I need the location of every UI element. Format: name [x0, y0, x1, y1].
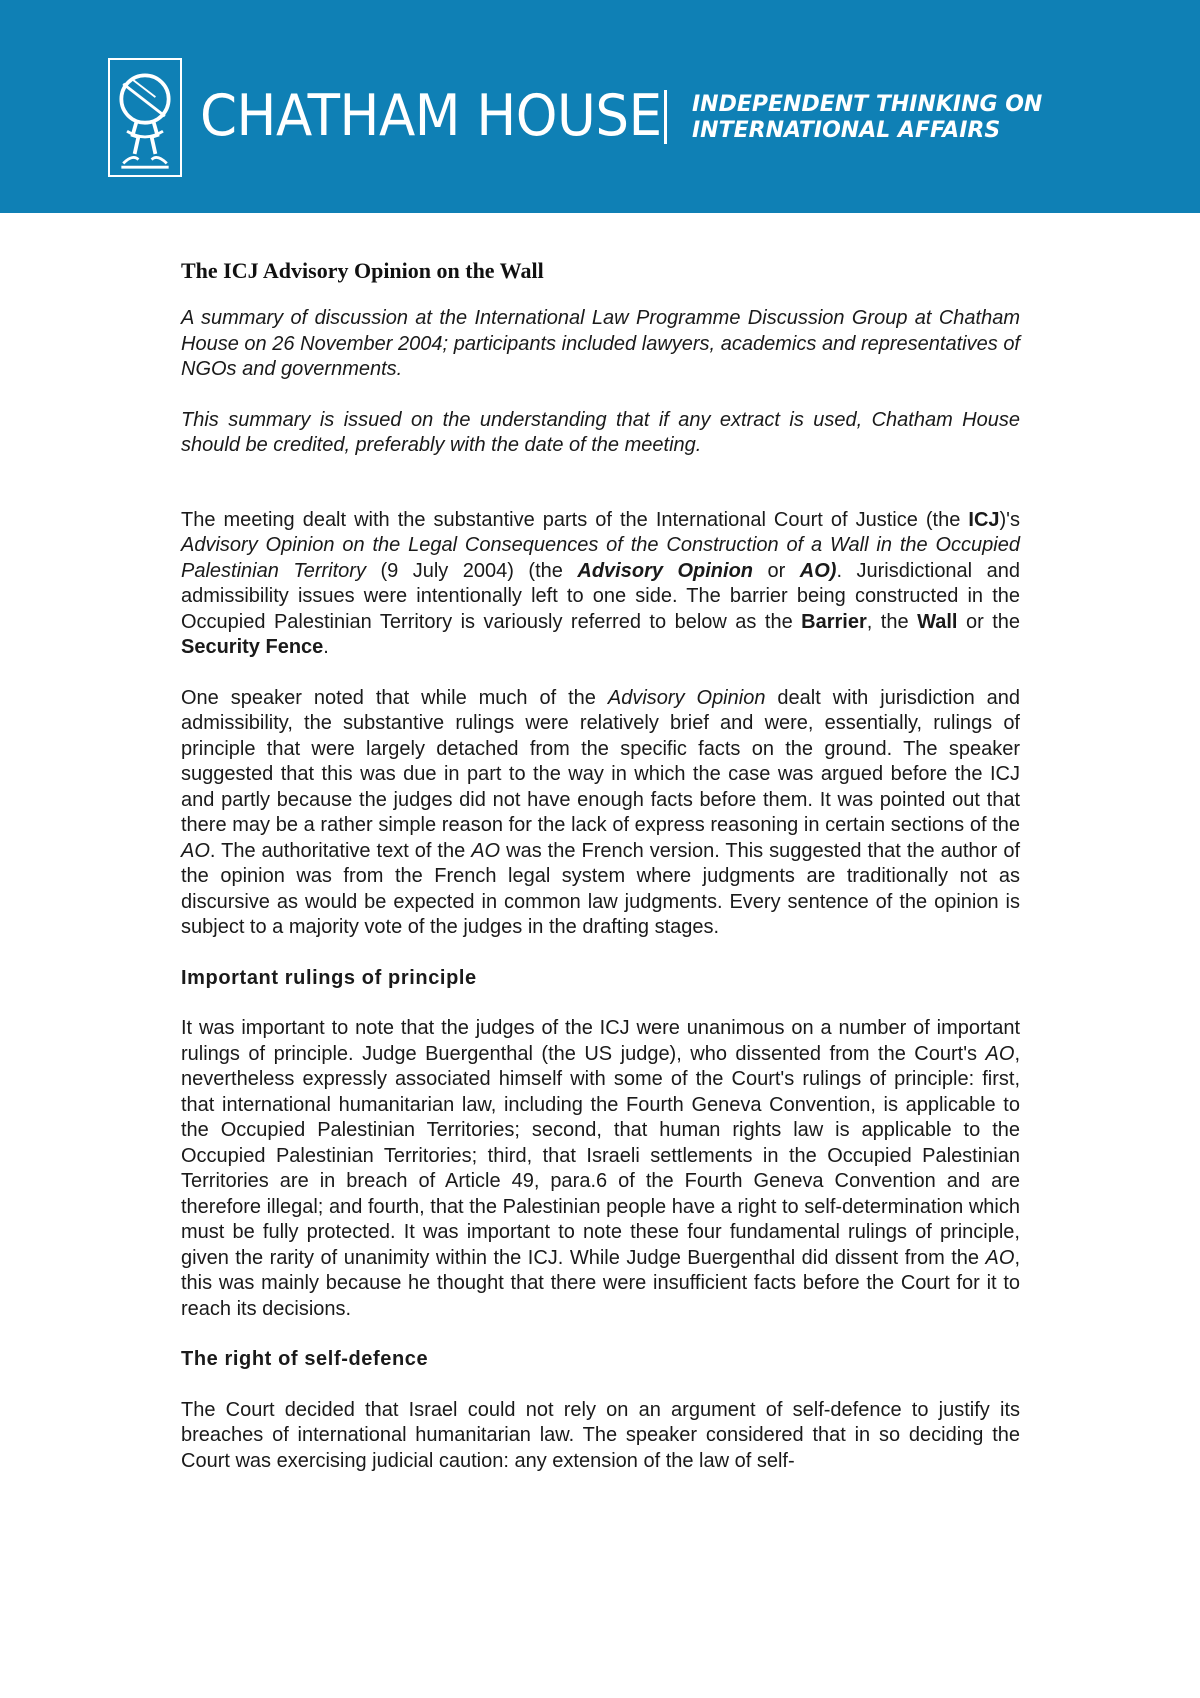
defined-term-security-fence: Security Fence [181, 636, 324, 658]
text-run: or the [957, 610, 1020, 633]
defined-term-wall: Wall [917, 610, 958, 633]
italic-term: AO [471, 839, 501, 862]
text-run: dealt with jurisdiction and admissibility, the substantive rulings were relatively brief and were, essentially, rulings of principle that were largely detached from the specific facts on the ground. The speaker suggested that this was due in part to the way in which the case was argued before the ICJ and partly because the judges did not have enough facts before them. It was pointed out that there may be a rather simple reason for the lack of express reasoning in certain sections of the [181, 686, 1021, 836]
tagline [692, 92, 1042, 144]
text-run: )'s [999, 508, 1020, 531]
text-run: . Jurisdictional and admissibility issues were intentionally left to one side. The barrier being constructed in the Occupied Palestinian Territory is variously referred to below as the [181, 559, 1020, 633]
paragraph-meeting-scope [181, 508, 1020, 661]
text-run: . [323, 636, 329, 658]
intro-summary: A summary of discussion at the International Law Programme Discussion Group at Chatham House on 26 November 2004; participants included lawyers, academics and representatives of NGOs and governments. [181, 307, 1020, 380]
spacer [181, 484, 1020, 508]
paragraph-rulings-of-principle [181, 1016, 1020, 1322]
defined-term-icj: ICJ [968, 508, 1000, 531]
chatham-house-logo [108, 58, 182, 177]
text-run: It was important to note that the judges of the ICJ were unanimous on a number of important rulings of principle. Judge Buergenthal (the US judge), who dissented from the Court's [181, 1017, 1020, 1065]
defined-term-barrier: Barrier [801, 610, 867, 633]
defined-term-ao: AO) [799, 559, 837, 582]
opinion-full-title: Advisory Opinion on the Legal Consequences of the Construction of a Wall in the Occupied Palestinian Territory [181, 534, 1020, 582]
paragraph-speaker-notes [181, 686, 1020, 941]
brand-name: CHATHAM HOUSE [200, 83, 662, 149]
text-run: , this was mainly because he thought that there were insufficient facts before the Court for it to reach its decisions. [181, 1246, 1020, 1320]
text-run: . The authoritative text of the [209, 839, 472, 862]
header-divider [664, 90, 667, 144]
italic-term: AO [985, 1246, 1015, 1269]
text-run: , nevertheless expressly associated himself with some of the Court's rulings of principle: first, that international humanitarian law, including the Fourth Geneva Convention, is applicable to the Occupied Palestinian Territories; second, that human rights law is applicable to the Occupied Palestinian Territories; third, that Israeli settlements in the Occupied Palestinian Territories are in breach of Article 49, para.6 of the Fourth Geneva Convention and are therefore illegal; and fourth, that the Palestinian people have a right to self-determination which must be fully protected. It was important to note these four fundamental rulings of principle, given the rarity of unanimity within the ICJ. While Judge Buergenthal did dissent from the [181, 1042, 1020, 1269]
section-heading-rulings: Important rulings of principle [181, 966, 477, 989]
text-run: The meeting dealt with the substantive parts of the International Court of Justice (the [181, 508, 969, 531]
text-run: , the [866, 610, 918, 633]
text-run: or [753, 559, 800, 582]
section-heading-self-defence: The right of self-defence [181, 1348, 429, 1370]
italic-term: AO [181, 839, 210, 862]
defined-term-advisory-opinion: Advisory Opinion [577, 559, 754, 582]
paragraph-self-defence: The Court decided that Israel could not rely on an argument of self-defence to justify its breaches of international humanitarian law. The speaker considered that in so deciding the Court was exercising judicial caution: any extension of the law of self- [181, 1398, 1020, 1472]
text-run: was the French version. This suggested that the author of the opinion was from the French legal system where judgments are traditionally not as discursive as would be expected in common law judgments. Every sentence of the opinion is subject to a majority vote of the judges in the drafting stages. [181, 839, 1020, 938]
text-run: One speaker noted that while much of the [181, 686, 608, 709]
tagline-line-2: INTERNATIONAL AFFAIRS [692, 118, 1001, 143]
document-body [181, 258, 1020, 1474]
header-banner [0, 0, 1200, 213]
tagline-line-1: INDEPENDENT THINKING ON [692, 92, 1043, 117]
intro-credit-notice: This summary is issued on the understanding that if any extract is used, Chatham House should be credited, preferably with the date of the meeting. [181, 408, 1020, 456]
italic-term: AO [985, 1042, 1015, 1065]
italic-term: Advisory Opinion [607, 686, 766, 709]
atlas-globe-icon [110, 60, 180, 175]
text-run: (9 July 2004) (the [365, 559, 578, 582]
document-title: The ICJ Advisory Opinion on the Wall [181, 258, 544, 283]
